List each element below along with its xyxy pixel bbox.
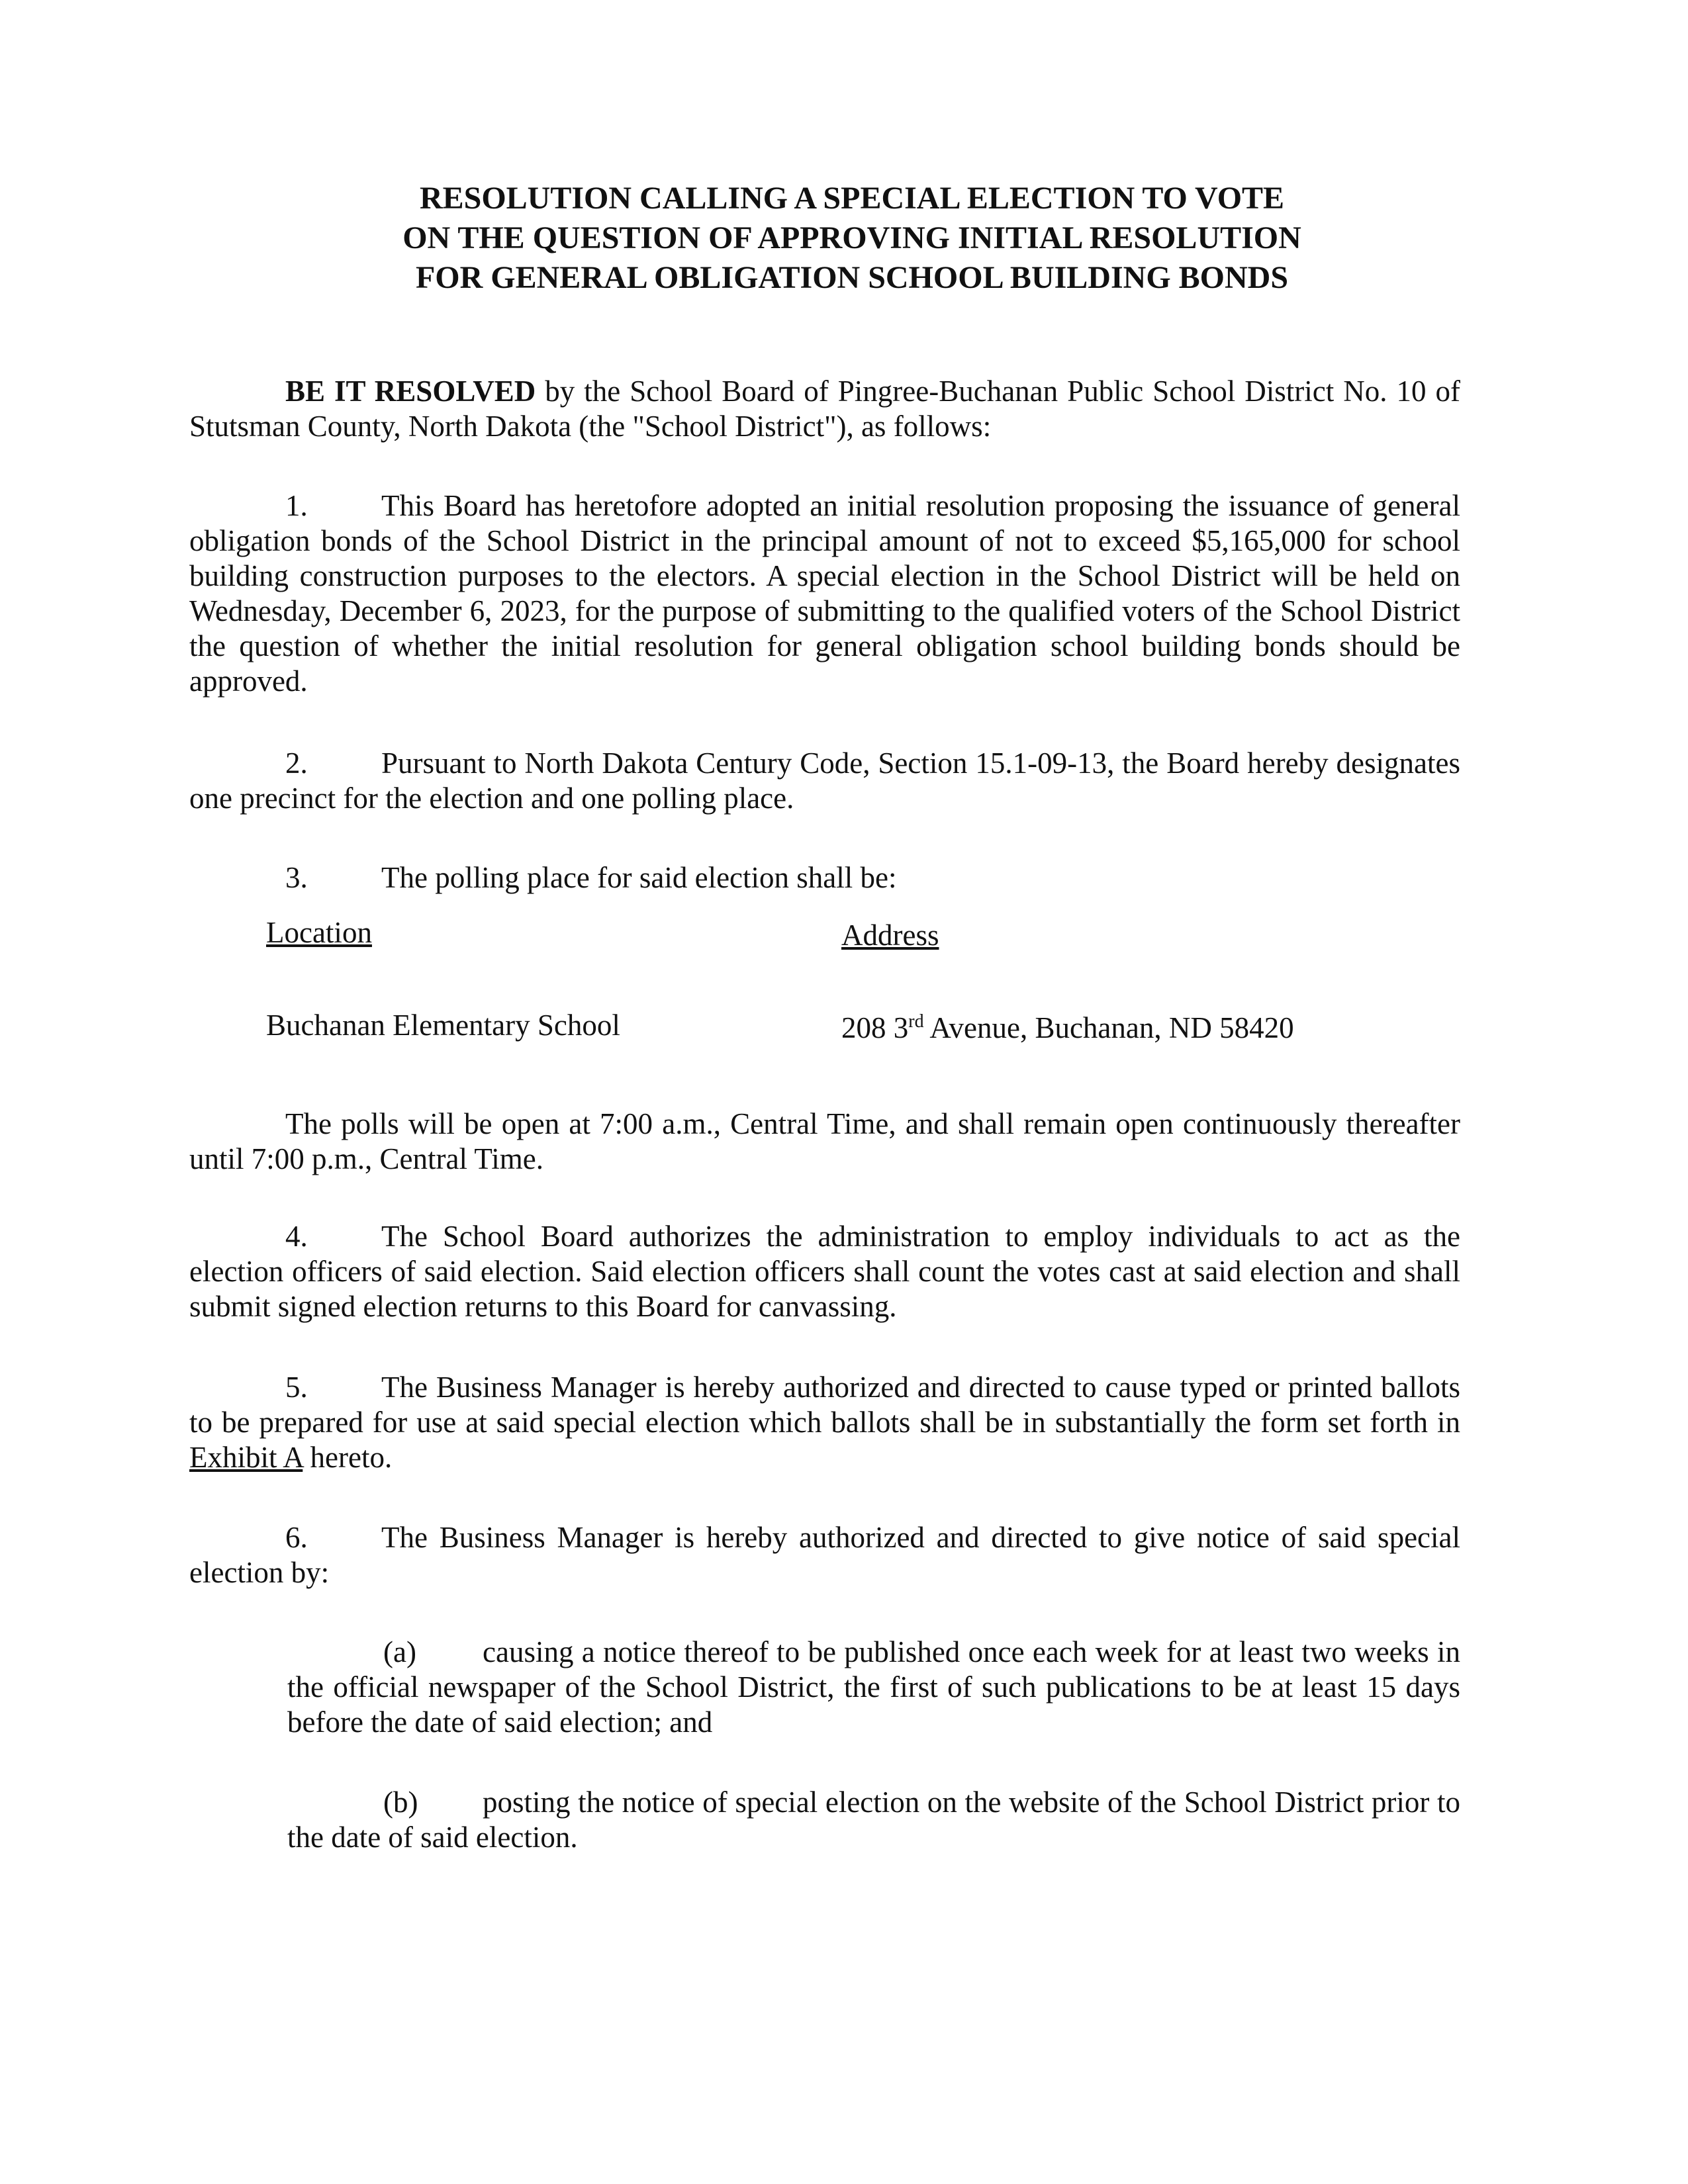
section-2-text: Pursuant to North Dakota Century Code, Section 15.1-09-13, the Board hereby designates one precinct for the election and one polling place. [189,747,1460,815]
resolution-title [0,179,1688,298]
exhibit-a-reference: Exhibit A [189,1441,303,1474]
notice-item-b-text: posting the notice of special election on the website of the School District prior to the date of said election. [287,1786,1460,1854]
polls-hours: The polls will be open at 7:00 a.m., Central Time, and shall remain open continuously thereafter until 7:00 p.m., Central Time. [189,1107,1460,1175]
notice-item-b-label: (b) [383,1786,418,1819]
intro-lead: BE IT RESOLVED [285,375,536,408]
section-6-number: 6. [285,1521,308,1554]
section-4-text: The School Board authorizes the administration to employ individuals to act as the election officers of said election. Said election officers shall count the votes cast at said election and shall submit signed election returns to this Board for canvassing. [189,1220,1460,1323]
section-1-number: 1. [285,489,308,522]
title-line-2: ON THE QUESTION OF APPROVING INITIAL RESOLUTION [402,220,1301,255]
section-1-text: This Board has heretofore adopted an initial resolution proposing the issuance of general obligation bonds of the School District in the principal amount of not to exceed $5,165,000 for school building construction purposes to the electors. A special election in the School District will be held on Wednesday, December 6, 2023, for the purpose of submitting to the qualified voters of the School District the question of whether the initial resolution for general obligation school building bonds should be approved. [189,489,1460,698]
notice-item-a-text: causing a notice thereof to be published once each week for at least two weeks in the official newspaper of the School District, the first of such publications to be at least 15 days before the date of said election; and [287,1635,1460,1739]
section-2-number: 2. [285,747,308,780]
title-line-3: FOR GENERAL OBLIGATION SCHOOL BUILDING BONDS [415,260,1289,295]
section-3-text: The polling place for said election shall be: [381,861,897,894]
polling-location: Buchanan Elementary School [266,1009,620,1042]
section-3 [189,860,1460,895]
notice-item-a-label: (a) [383,1635,416,1668]
address-header: Address [841,919,939,952]
section-5-text-after: hereto. [303,1441,393,1474]
section-6 [189,1520,1460,1590]
section-5-number: 5. [285,1371,308,1404]
intro-paragraph [189,374,1460,444]
section-1 [189,488,1460,699]
title-line-1: RESOLUTION CALLING A SPECIAL ELECTION TO VOTE [419,181,1285,216]
section-3-number: 3. [285,861,308,894]
section-4 [189,1219,1460,1324]
polling-address: 208 3rd Avenue, Buchanan, ND 58420 [841,1011,1294,1044]
section-5-text-before: The Business Manager is hereby authorized and directed to cause typed or printed ballots to be prepared for use at said special election which ballots shall be in substantially the form set forth in [189,1371,1460,1439]
intro-text: by the School Board of Pingree-Buchanan Public School District No. 10 of Stutsman County, North Dakota (the "School District"), as follows: [189,375,1460,443]
section-6-text: The Business Manager is hereby authorized and directed to give notice of said special election by: [189,1521,1460,1589]
location-header: Location [266,916,372,949]
notice-item-a [287,1635,1460,1740]
section-4-number: 4. [285,1220,308,1253]
section-2 [189,746,1460,816]
section-5 [189,1370,1460,1475]
notice-item-b [287,1785,1460,1855]
